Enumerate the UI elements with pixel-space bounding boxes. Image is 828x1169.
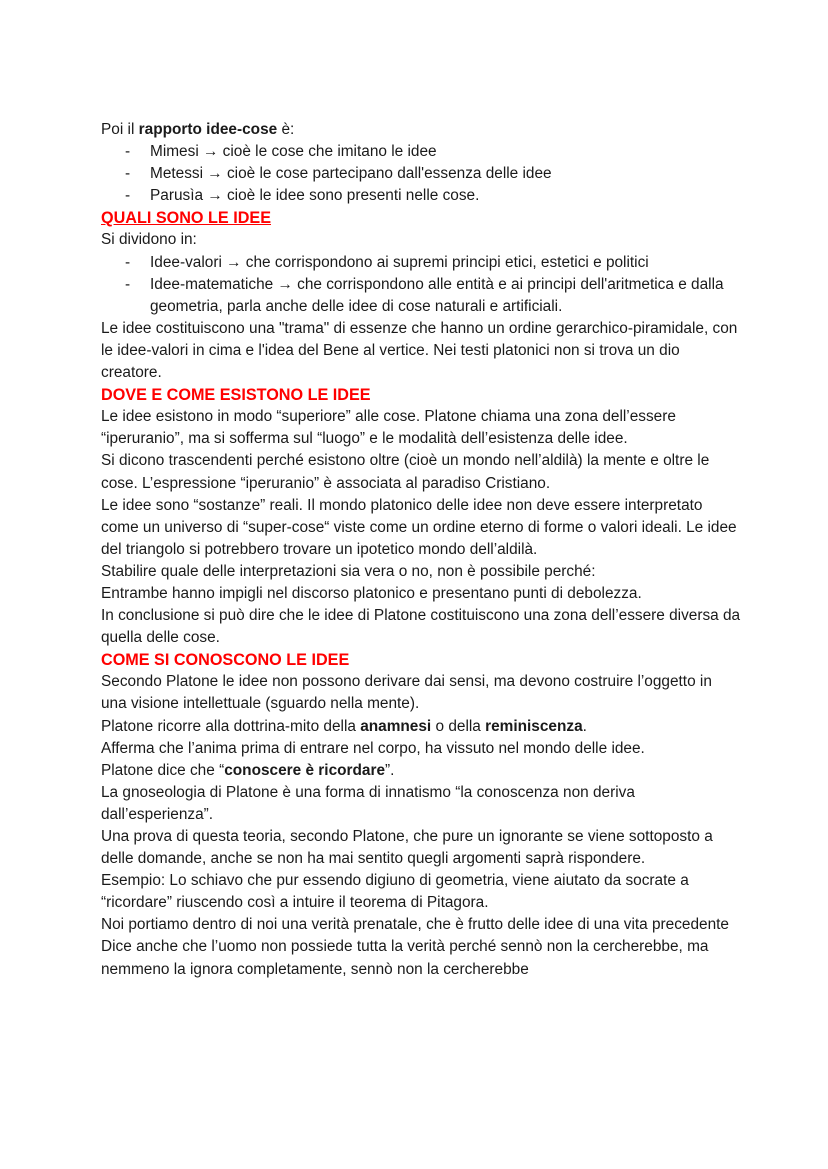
relations-list bbox=[101, 141, 741, 207]
paragraph-line: Entrambe hanno impigli nel discorso platonico e presentano punti di debolezza. bbox=[101, 584, 642, 602]
paragraph-line: Noi portiamo dentro di noi una verità prenatale, che è frutto delle idee di una vita precedente bbox=[101, 916, 729, 934]
list-item: - Mimesi → cioè le cose che imitano le idee bbox=[101, 141, 741, 163]
idee-types-list bbox=[101, 252, 741, 318]
paragraph-line: Le idee esistono in modo “superiore” alle cose. Platone chiama una zona dell’essere “iperuranio”, ma si sofferma sul “luogo” e le modalità dell’esistenza delle idee. bbox=[101, 408, 676, 448]
list-item: - Idee-matematiche → che corrispondono alle entità e ai principi dell'aritmetica e dalla geometria, parla anche delle idee di cose naturali e artificiali. bbox=[125, 275, 724, 315]
paragraph-line: Stabilire quale delle interpretazioni sia vera o no, non è possibile perché: bbox=[101, 562, 596, 580]
term-anamnesi: anamnesi bbox=[360, 717, 432, 735]
paragraph-line: La gnoseologia di Platone è una forma di innatismo “la conoscenza non deriva dall’esperienza”. bbox=[101, 783, 635, 823]
bullet-dash: - bbox=[125, 275, 131, 293]
bullet-dash: - bbox=[125, 165, 131, 183]
term-reminiscenza: reminiscenza bbox=[485, 717, 583, 735]
paragraph-line: Afferma che l’anima prima di entrare nel corpo, ha vissuto nel mondo delle idee. bbox=[101, 739, 645, 757]
section1-lead: Si dividono in: bbox=[101, 231, 197, 249]
paragraph-line: Platone ricorre alla dottrina-mito della anamnesi o della reminiscenza. bbox=[101, 717, 587, 735]
intro-prefix: Poi il bbox=[101, 121, 139, 138]
paragraph-line: Dice anche che l’uomo non possiede tutta la verità perché sennò non la cercherebbe, ma nemmeno la ignora completamente, sennò non la cercherebbe bbox=[101, 938, 709, 978]
paragraph-line: Secondo Platone le idee non possono derivare dai sensi, ma devono costruire l’oggetto in una visione intellettuale (sguardo nella mente). bbox=[101, 673, 712, 713]
section-heading-come: COME SI CONOSCONO LE IDEE bbox=[101, 651, 350, 670]
bullet-dash: - bbox=[125, 253, 131, 271]
paragraph-line: Si dicono trascendenti perché esistono oltre (cioè un mondo nell’aldilà) la mente e oltre le cose. L’espressione “iperuranio” è associata al paradiso Cristiano. bbox=[101, 452, 710, 492]
term-conoscere: conoscere è ricordare bbox=[224, 761, 386, 779]
document-page bbox=[101, 119, 741, 981]
intro-line bbox=[101, 119, 741, 141]
list-item: - Idee-valori → che corrispondono ai supremi principi etici, estetici e politici bbox=[101, 252, 741, 274]
intro-suffix: è: bbox=[277, 121, 295, 138]
bullet-dash: - bbox=[125, 187, 131, 205]
section1-paragraph: Le idee costituiscono una "trama" di essenze che hanno un ordine gerarchico-piramidale, con le idee-valori in cima e l'idea del Bene al vertice. Nei testi platonici non si trova un dio creatore. bbox=[101, 319, 738, 382]
section-heading-quali: QUALI SONO LE IDEE bbox=[101, 209, 271, 228]
paragraph-line: Platone dice che “conoscere è ricordare”. bbox=[101, 761, 395, 779]
paragraph-line: In conclusione si può dire che le idee di Platone costituiscono una zona dell’essere diversa da quella delle cose. bbox=[101, 607, 741, 647]
section-heading-dove: DOVE E COME ESISTONO LE IDEE bbox=[101, 386, 371, 405]
bullet-dash: - bbox=[125, 143, 131, 161]
paragraph-line: Una prova di questa teoria, secondo Platone, che pure un ignorante se viene sottoposto a delle domande, anche se non ha mai sentito quegli argomenti saprà rispondere. bbox=[101, 828, 713, 868]
paragraph-line: Le idee sono “sostanze” reali. Il mondo platonico delle idee non deve essere interpretato come un universo di “super-cose“ viste come un ordine eterno di forme o valori ideali. Le idee del triangolo si potrebbero trovare un ipotetico mondo dell’aldilà. bbox=[101, 496, 737, 558]
list-item: - Parusìa → cioè le idee sono presenti nelle cose. bbox=[101, 185, 741, 207]
intro-bold: rapporto idee-cose bbox=[138, 121, 278, 138]
list-item: - Metessi → cioè le cose partecipano dall'essenza delle idee bbox=[101, 163, 741, 185]
paragraph-line: Esempio: Lo schiavo che pur essendo digiuno di geometria, viene aiutato da socrate a “ricordare” riuscendo così a intuire il teorema di Pitagora. bbox=[101, 872, 689, 912]
